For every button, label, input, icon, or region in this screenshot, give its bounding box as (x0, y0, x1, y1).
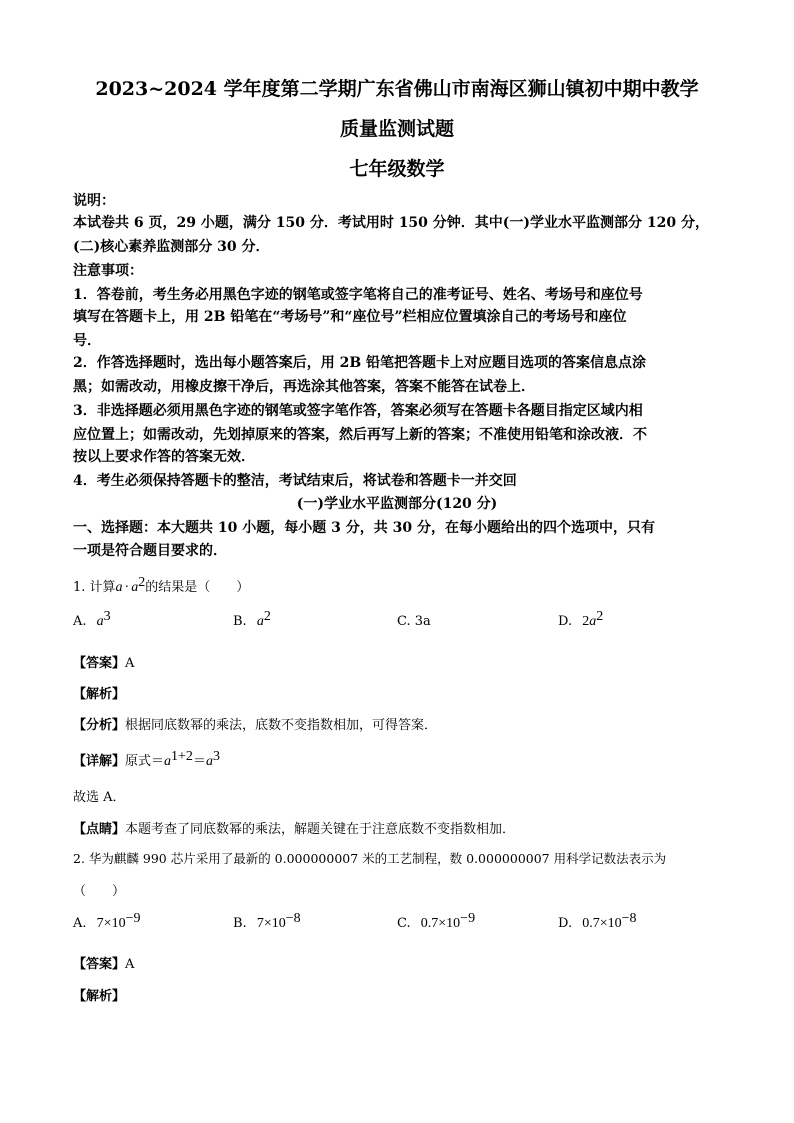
option-label: D. (558, 916, 573, 931)
q1-option-c (397, 614, 431, 629)
exam-title-line1: 2023~2024 学年度第二学期广东省佛山市南海区狮山镇初中期中教学 (95, 78, 699, 100)
option-mantissa: 7×10 (256, 916, 286, 931)
option-label: B. (233, 614, 247, 629)
fenxi-tag: 【分析】 (73, 718, 126, 733)
xiangjie-exp: 1+2 (171, 749, 193, 764)
q1-expr-dot: · (124, 580, 130, 595)
exam-subject-title: 七年级数学 (349, 158, 445, 180)
notes-line: 黑；如需改动，用橡皮擦干净后，再选涂其他答案，答案不能答在试卷上． (73, 379, 535, 395)
option-base: a (96, 614, 104, 629)
analysis-tag: 【解析】 (73, 989, 126, 1004)
q1-expr-a: a (115, 580, 123, 595)
notes-line: 1．答卷前，考生务必用黑色字迹的钢笔或签字笔将自己的准考证号、姓名、考场号和座位号 (73, 287, 643, 303)
part1-instruction: 一、选择题：本大题共 10 小题，每小题 3 分，共 30 分，在每小题给出的四个选项中，只有 (73, 520, 655, 536)
option-text: 3a (414, 614, 431, 629)
option-exp: 3 (103, 609, 111, 624)
option-exp: −9 (460, 911, 476, 926)
notes-line: 按以上要求作答的答案无效． (73, 449, 255, 465)
notes-line: 号． (73, 333, 101, 349)
notes-heading: 说明： (73, 193, 115, 209)
q1-answer (73, 652, 134, 671)
notes-line: 2．作答选择题时，选出每小题答案后，用 2B 铅笔把答题卡上对应题目选项的答案信息点涂 (73, 355, 647, 371)
notes-line: 本试卷共 6 页，29 小题，满分 150 分．考试用时 150 分钟．其中(一)学业水平监测部分 120 分， (73, 215, 710, 231)
q1-expr-b-exp: 2 (138, 575, 146, 590)
analysis-tag: 【解析】 (73, 687, 126, 702)
q1-conclusion: 故选 A． (73, 790, 126, 805)
answer-value: A (125, 957, 135, 972)
answer-tag: 【答案】 (73, 957, 126, 972)
q2-analysis-tag (73, 985, 125, 1004)
q1-option-d (558, 609, 604, 630)
question-1-stem (73, 576, 249, 596)
fenxi-text: 根据同底数幂的乘法，底数不变指数相加，可得答案． (125, 718, 438, 733)
xiangjie-base: a (164, 754, 172, 769)
option-exp: −8 (285, 911, 301, 926)
option-exp: −8 (621, 911, 637, 926)
q1-fenxi (73, 714, 437, 733)
option-label: C. (397, 916, 411, 931)
xiangjie-base: a (205, 754, 213, 769)
q2-answer (73, 953, 134, 972)
option-label: C. (397, 614, 411, 629)
option-exp: 2 (263, 609, 271, 624)
option-coef: 2 (582, 614, 590, 629)
notes-line: 应位置上；如需改动，先划掉原来的答案，然后再写上新的答案；不准使用铅笔和涂改液．不 (73, 427, 647, 443)
part1-instruction: 一项是符合题目要求的． (73, 543, 227, 559)
q1-option-b (233, 609, 271, 630)
exam-title-line2: 质量监测试题 (339, 118, 454, 140)
answer-value: A (125, 656, 135, 671)
option-mantissa: 0.7×10 (582, 916, 622, 931)
notes-line: 3．非选择题必须用黑色字迹的钢笔或签字笔作答，答案必须写在答题卡各题目指定区域内相 (73, 403, 643, 419)
dianjing-text: 本题考查了同底数幂的乘法，解题关键在于注意底数不变指数相加． (125, 822, 516, 837)
attention-heading: 注意事项： (73, 263, 143, 279)
question-1-suffix: 的结果是（ ） (145, 580, 250, 595)
xiangjie-prefix: 原式＝ (125, 754, 165, 769)
option-exp: 2 (596, 609, 604, 624)
question-1-prefix: 1. 计算 (73, 580, 116, 595)
option-label: A. (73, 916, 87, 931)
option-mantissa: 0.7×10 (420, 916, 461, 931)
dianjing-tag: 【点睛】 (73, 822, 126, 837)
option-label: B. (233, 916, 247, 931)
option-base: a (589, 614, 597, 629)
option-label: A. (73, 614, 87, 629)
notes-line: 填写在答题卡上，用 2B 铅笔在“考场号”和“座位号”栏相应位置填涂自己的考场号和座位 (73, 309, 627, 325)
question-2-stem: 2. 华为麒麟 990 芯片采用了最新的 0.000000007 米的工艺制程，数 0.000000007 用科学记数法表示为 (73, 851, 667, 866)
q2-option-d (558, 911, 637, 932)
option-base: a (256, 614, 264, 629)
section-title: (一)学业水平监测部分(120 分) (296, 496, 498, 512)
xiangjie-exp: 3 (212, 749, 220, 764)
q1-expr-b: a (131, 580, 139, 595)
option-exp: −9 (125, 911, 141, 926)
option-mantissa: 7×10 (96, 916, 126, 931)
xiangjie-equals: ＝ (192, 754, 206, 769)
xiangjie-tag: 【详解】 (73, 754, 126, 769)
q2-option-c (397, 911, 476, 932)
notes-line: (二)核心素养监测部分 30 分． (73, 239, 270, 255)
notes-line: 4．考生必须保持答题卡的整洁，考试结束后，将试卷和答题卡一并交回 (73, 473, 517, 489)
q2-option-a (73, 911, 141, 932)
q1-analysis-tag (73, 683, 125, 702)
option-label: D. (558, 614, 573, 629)
q1-option-a (73, 609, 111, 630)
q1-xiangjie (73, 750, 220, 770)
answer-tag: 【答案】 (73, 656, 126, 671)
question-2-stem-line2: （ ） (73, 884, 126, 899)
q2-option-b (233, 911, 301, 932)
q1-dianjing (73, 818, 515, 837)
